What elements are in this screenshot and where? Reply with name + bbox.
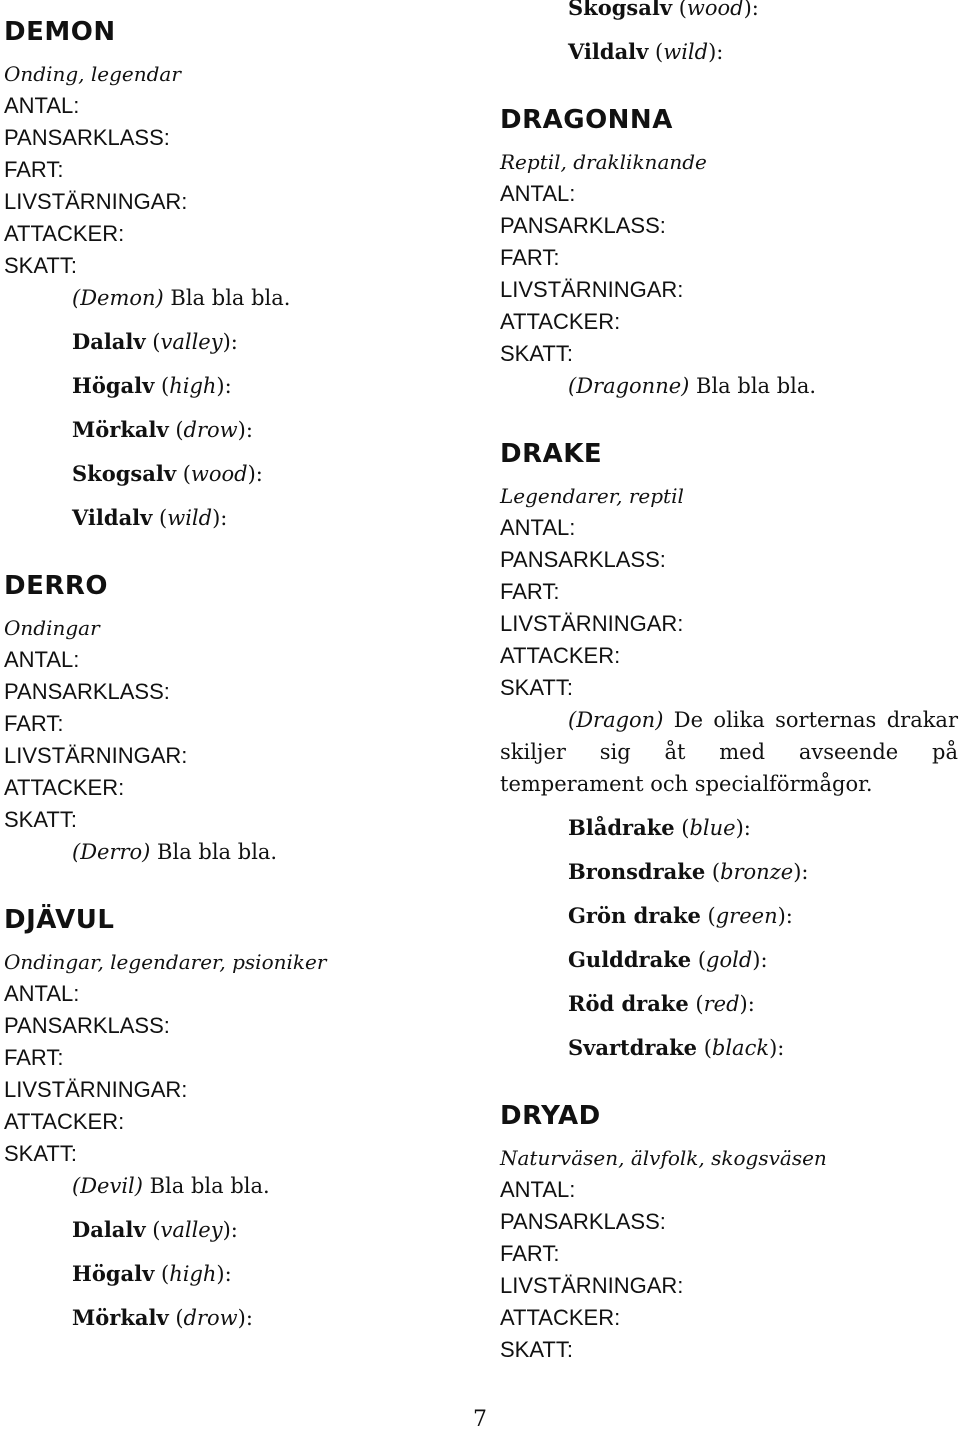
subtype-term: valley [160, 330, 223, 354]
description-text: Bla bla bla. [163, 286, 291, 310]
subtype-name: Högalv [72, 1261, 155, 1286]
subtype-entry: Vildalv (wild): [568, 39, 724, 64]
subtype-entry: Grön drake (green): [568, 903, 793, 928]
monster-category: Ondingar [4, 616, 100, 640]
monster-category: Naturväsen, älvfolk, skogsväsen [500, 1146, 827, 1170]
stat-label: ATTACKER: [500, 1305, 621, 1330]
description-text: De olika sorternas drakar skiljer sig åt med avseende på temperament och specialförmågor. [500, 708, 958, 796]
subtype-term: red [703, 992, 740, 1016]
stat-label: FART: [500, 245, 560, 270]
stat-label: FART: [500, 1241, 560, 1266]
subtype-name: Högalv [72, 373, 155, 398]
monster-description [4, 1170, 460, 1202]
monster-entry [500, 438, 958, 1064]
subtype-term: high [169, 374, 217, 398]
subtype-name: Blådrake [568, 815, 675, 840]
monster-name: DRYAD [500, 1101, 601, 1131]
subtype-term: wood [686, 0, 744, 20]
page-number: 7 [473, 1407, 487, 1432]
stat-label: LIVSTÄRNINGAR: [4, 743, 188, 768]
stat-label: ANTAL: [500, 181, 576, 206]
subtype-entry: Bronsdrake (bronze): [568, 859, 809, 884]
description-text: Bla bla bla. [142, 1174, 270, 1198]
stat-label: LIVSTÄRNINGAR: [4, 1077, 188, 1102]
description-term: (Derro) [72, 840, 151, 864]
subtype-name: Vildalv [72, 505, 153, 530]
monster-description [4, 836, 460, 868]
stat-label: ATTACKER: [500, 643, 621, 668]
stat-label: LIVSTÄRNINGAR: [500, 611, 684, 636]
subtype-entry: Skogsalv (wood): [500, 0, 958, 24]
monster-description [500, 370, 958, 402]
subtype-name: Mörkalv [72, 1305, 169, 1330]
monster-entry [500, 104, 958, 402]
description-term: (Devil) [72, 1174, 143, 1198]
subtype-entry: Vildalv (wild): [72, 505, 228, 530]
stat-label: ANTAL: [4, 981, 80, 1006]
subtype-term: bronze [720, 860, 794, 884]
stat-label: ANTAL: [500, 1177, 576, 1202]
subtype-term: wood [190, 462, 248, 486]
stat-label: FART: [4, 711, 64, 736]
subtype-entry: Mörkalv (drow): [72, 1305, 253, 1330]
stat-label: SKATT: [4, 807, 77, 832]
stat-label: SKATT: [4, 1141, 77, 1166]
monster-description [4, 282, 460, 314]
stat-label: PANSARKLASS: [4, 125, 170, 150]
stat-label: LIVSTÄRNINGAR: [500, 277, 684, 302]
subtype-term: drow [183, 1306, 238, 1330]
subtype-entry: Blådrake (blue): [568, 815, 751, 840]
subtype-entry: Högalv (high): [72, 373, 232, 398]
monster-entry [4, 570, 460, 868]
subtype-name: Grön drake [568, 903, 701, 928]
monster-description [500, 704, 958, 800]
subtype-term: gold [706, 948, 753, 972]
subtype-entry: Skogsalv (wood): [72, 461, 263, 486]
subtype-term: green [715, 904, 778, 928]
stat-label: ATTACKER: [4, 221, 125, 246]
left-column [4, 16, 460, 1334]
stat-label: PANSARKLASS: [500, 1209, 666, 1234]
stat-label: PANSARKLASS: [500, 213, 666, 238]
subtype-term: black [711, 1036, 770, 1060]
monster-name: DEMON [4, 17, 116, 47]
monster-name: DJÄVUL [4, 905, 115, 935]
monster-entry [4, 16, 460, 534]
stat-label: SKATT: [4, 253, 77, 278]
monster-category: Reptil, drakliknande [500, 150, 707, 174]
monster-category: Ondingar, legendarer, psioniker [4, 950, 327, 974]
description-text: Bla bla bla. [150, 840, 278, 864]
monster-category: Onding, legendar [4, 62, 181, 86]
subtype-entry: Gulddrake (gold): [568, 947, 768, 972]
monster-entry [4, 904, 460, 1334]
stat-label: PANSARKLASS: [4, 679, 170, 704]
stat-label: LIVSTÄRNINGAR: [4, 189, 188, 214]
monster-name: DERRO [4, 571, 108, 601]
subtype-entry: Svartdrake (black): [568, 1035, 785, 1060]
stat-label: ANTAL: [4, 647, 80, 672]
stat-label: PANSARKLASS: [4, 1013, 170, 1038]
subtype-term: blue [689, 816, 736, 840]
subtype-name: Bronsdrake [568, 859, 706, 884]
subtype-name: Dalalv [72, 1217, 146, 1242]
description-term: (Demon) [72, 286, 164, 310]
stat-label: SKATT: [500, 1337, 573, 1362]
subtype-term: drow [183, 418, 238, 442]
subtype-term: high [169, 1262, 217, 1286]
subtype-entry: Dalalv (valley): [72, 1217, 238, 1242]
stat-label: ANTAL: [500, 515, 576, 540]
subtype-name: Gulddrake [568, 947, 692, 972]
right-column [500, 0, 958, 1366]
monster-entry [500, 1100, 958, 1366]
description-term: (Dragon) [568, 708, 664, 732]
stat-label: ATTACKER: [4, 1109, 125, 1134]
subtype-entry: Röd drake (red): [568, 991, 755, 1016]
subtype-name: Dalalv [72, 329, 146, 354]
stat-label: FART: [4, 1045, 64, 1070]
stat-label: FART: [500, 579, 560, 604]
subtype-term: wild [167, 506, 213, 530]
subtype-name: Skogsalv [568, 0, 673, 20]
stat-label: ATTACKER: [500, 309, 621, 334]
description-text: Bla bla bla. [689, 374, 817, 398]
subtype-entry: Dalalv (valley): [72, 329, 238, 354]
stat-label: PANSARKLASS: [500, 547, 666, 572]
stat-label: ANTAL: [4, 93, 80, 118]
stat-label: SKATT: [500, 675, 573, 700]
monster-name: DRAGONNA [500, 105, 673, 135]
stat-label: LIVSTÄRNINGAR: [500, 1273, 684, 1298]
subtype-name: Svartdrake [568, 1035, 698, 1060]
subtype-entry: Mörkalv (drow): [72, 417, 253, 442]
subtype-name: Mörkalv [72, 417, 169, 442]
stat-label: SKATT: [500, 341, 573, 366]
subtype-name: Röd drake [568, 991, 689, 1016]
subtype-entry: Högalv (high): [72, 1261, 232, 1286]
subtype-term: valley [160, 1218, 223, 1242]
monster-category: Legendarer, reptil [500, 484, 684, 508]
stat-label: ATTACKER: [4, 775, 125, 800]
subtype-name: Vildalv [568, 39, 649, 64]
subtype-term: wild [663, 40, 709, 64]
monster-name: DRAKE [500, 439, 603, 469]
description-term: (Dragonne) [568, 374, 690, 398]
subtype-name: Skogsalv [72, 461, 177, 486]
stat-label: FART: [4, 157, 64, 182]
